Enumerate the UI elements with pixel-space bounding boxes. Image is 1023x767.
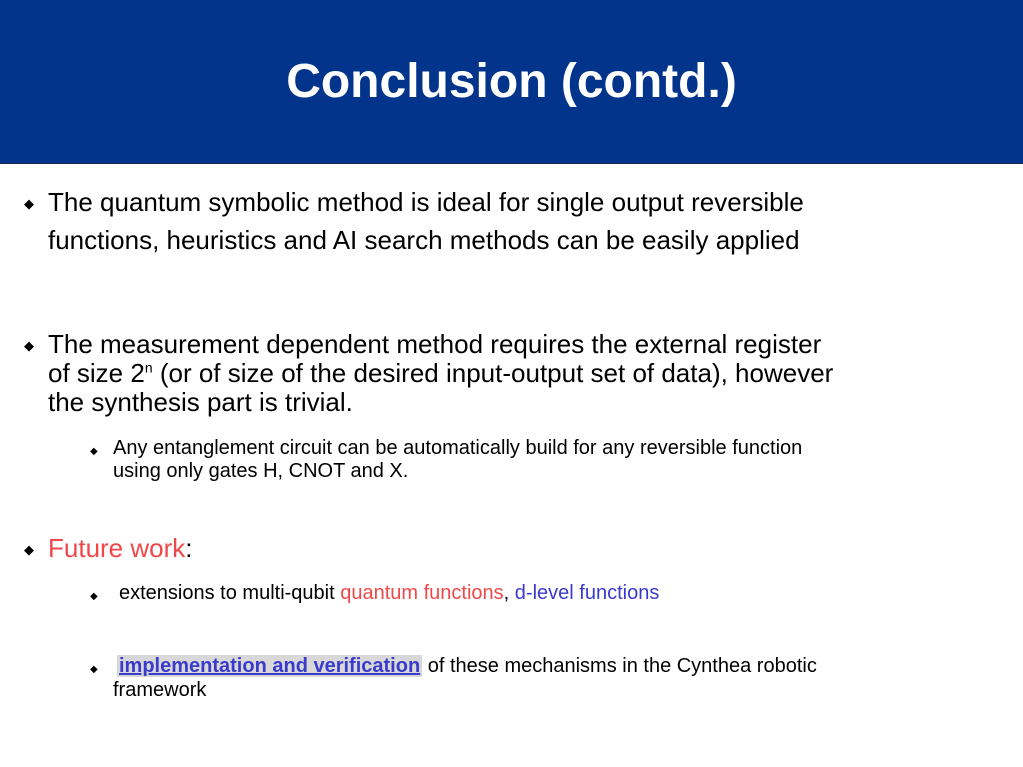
bullet-2-line-2-pre: of size 2 (48, 358, 145, 388)
future-work-item-1 (119, 581, 659, 605)
sub-bullet-2-line-2: using only gates H, CNOT and X. (113, 460, 409, 482)
bullet-1-line-1: The quantum symbolic method is ideal for single output reversible (48, 187, 804, 217)
title-bar (0, 0, 1023, 164)
bullet-2-line-3: the synthesis part is trivial. (48, 387, 353, 417)
bullet-2-line-2-post: (or of size of the desired input-output set of data), however (152, 358, 834, 388)
future-work-colon: : (185, 533, 193, 563)
bullet-diamond-icon: ◆ (24, 543, 34, 558)
future-work-item-2-line-1 (117, 654, 817, 678)
implementation-verification-highlight: implementation and verification (119, 655, 421, 677)
d-level-functions-text: d-level functions (514, 582, 660, 604)
bullet-1-line-2: functions, heuristics and AI search methods can be easily applied (48, 225, 800, 255)
future-work-item-2-line-2: framework (113, 679, 207, 701)
bullet-2-superscript: n (144, 359, 153, 376)
future-work-label: Future work (48, 533, 186, 563)
bullet-2-line-1: The measurement dependent method requires the external register (48, 329, 822, 359)
future-work-item-1-comma: , (503, 582, 515, 604)
slide-title: Conclusion (contd.) (286, 55, 737, 108)
bullet-2-line-2 (48, 357, 833, 389)
bullet-diamond-icon: ◆ (24, 339, 34, 354)
sub-bullet-diamond-icon: ◆ (90, 591, 98, 602)
sub-bullet-2-line-1: Any entanglement circuit can be automatically build for any reversible function (113, 437, 803, 459)
future-work-item-2-rest: of these mechanisms in the Cynthea robotic (422, 655, 817, 677)
sub-bullet-diamond-icon: ◆ (90, 446, 98, 457)
bullet-diamond-icon: ◆ (24, 197, 34, 212)
future-work-item-1-pre: extensions to multi-qubit (119, 582, 341, 604)
future-work-heading (48, 532, 193, 564)
quantum-functions-text: quantum functions (340, 582, 504, 604)
sub-bullet-diamond-icon: ◆ (90, 664, 98, 675)
